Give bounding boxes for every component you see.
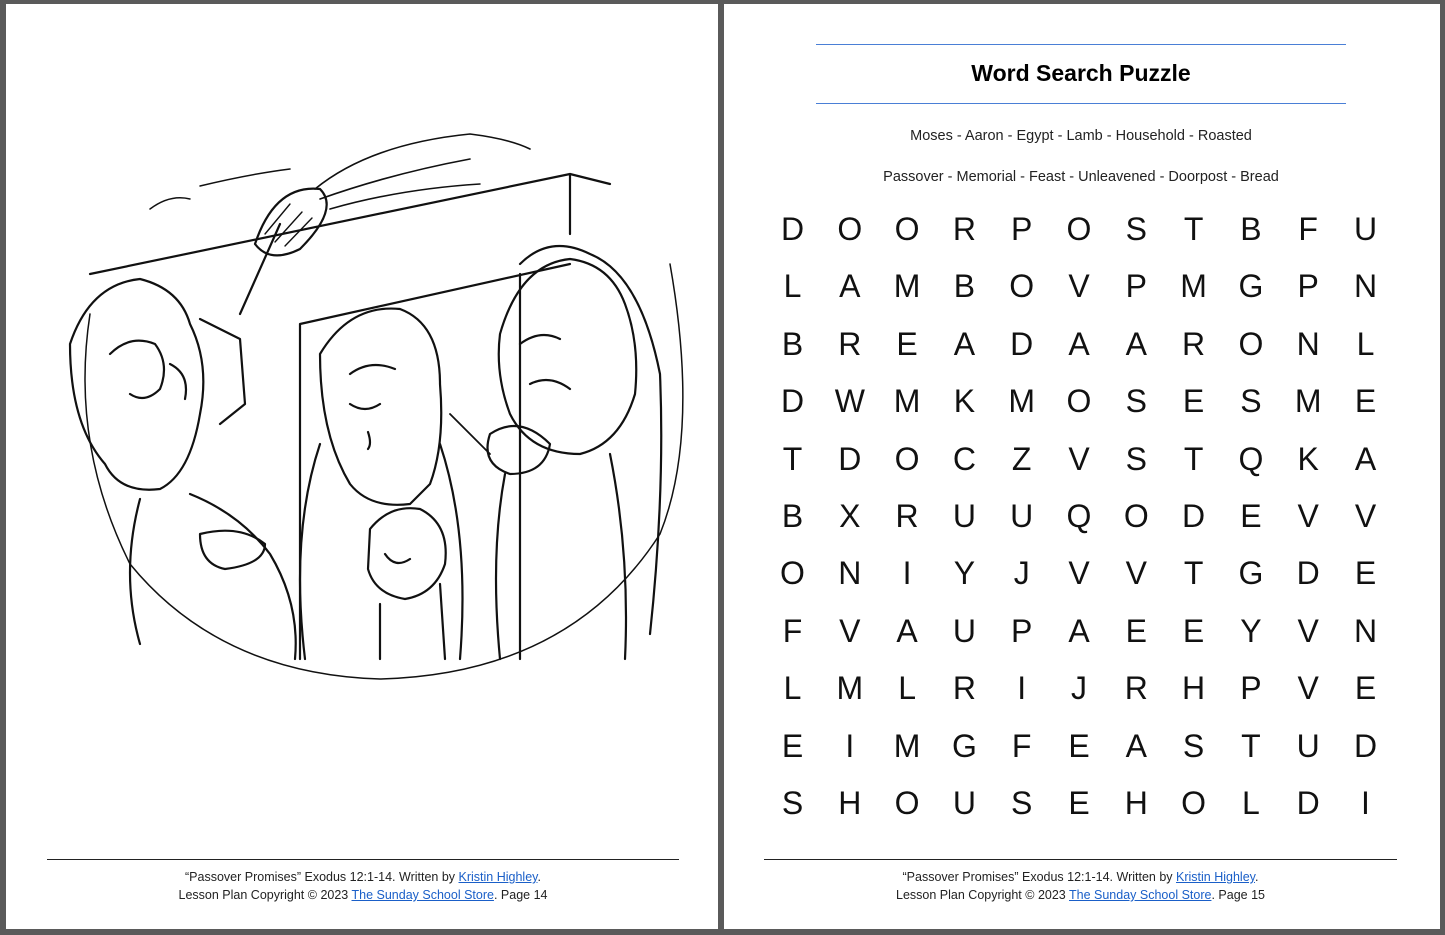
grid-letter: E: [1354, 555, 1377, 592]
grid-letter: E: [1125, 612, 1147, 649]
grid-letter: H: [1182, 670, 1206, 707]
grid-letter: V: [1068, 555, 1090, 592]
grid-letter: O: [894, 440, 920, 477]
grid-letter: S: [1125, 383, 1147, 420]
grid-letter: G: [1238, 268, 1264, 305]
grid-letter: H: [838, 785, 862, 821]
grid-letter: O: [894, 211, 920, 247]
grid-letter: P: [1240, 670, 1262, 707]
footer-page-number: . Page 14: [493, 888, 548, 902]
grid-letter: M: [1008, 383, 1036, 420]
grid-letter: V: [1068, 268, 1090, 305]
grid-letter: R: [952, 211, 976, 247]
grid-letter: I: [1361, 785, 1370, 821]
grid-letter: A: [1125, 727, 1147, 764]
grid-letter: V: [1297, 670, 1319, 707]
grid-letter: D: [1353, 727, 1378, 764]
grid-letter: G: [951, 727, 977, 764]
grid-letter: B: [781, 498, 804, 534]
grid-letter: J: [1013, 555, 1030, 592]
grid-row: [764, 553, 1445, 593]
grid-letter: E: [1068, 727, 1090, 764]
grid-letter: M: [893, 268, 921, 305]
grid-letter: S: [1011, 785, 1033, 821]
grid-letter: R: [952, 670, 976, 707]
footer-page-number: . Page 15: [1211, 888, 1265, 902]
grid-letter: P: [1011, 211, 1033, 247]
grid-letter: U: [1296, 727, 1320, 764]
grid-letter: D: [780, 211, 805, 247]
grid-letter: V: [839, 612, 861, 649]
footer-punct: .: [1254, 870, 1259, 884]
grid-letter: M: [893, 383, 921, 420]
grid-letter: D: [1296, 555, 1320, 592]
grid-row: [764, 668, 1445, 708]
grid-letter: T: [1241, 727, 1261, 764]
grid-row: [764, 266, 1445, 306]
grid-row: [764, 496, 1445, 536]
grid-letter: E: [1182, 383, 1205, 420]
grid-letter: S: [1125, 211, 1147, 247]
footer-divider: [764, 859, 1397, 860]
grid-letter: D: [1010, 325, 1034, 362]
grid-letter: E: [1354, 670, 1377, 707]
footer-divider: [47, 859, 679, 860]
grid-letter: E: [781, 727, 804, 764]
grid-letter: O: [837, 211, 863, 247]
grid-letter: Z: [1011, 440, 1032, 477]
grid-letter: V: [1354, 498, 1377, 534]
store-link[interactable]: The Sunday School Store: [351, 888, 494, 902]
grid-letter: L: [783, 670, 802, 707]
grid-row: [764, 324, 1445, 364]
grid-letter: O: [1066, 211, 1092, 247]
footer-punct: .: [537, 870, 541, 884]
grid-letter: U: [1353, 211, 1378, 247]
store-link[interactable]: The Sunday School Store: [1069, 888, 1212, 902]
grid-letter: Q: [1238, 440, 1264, 477]
word-list-line-1: Moses - Aaron - Egypt - Lamb - Household - Roasted: [910, 128, 1252, 144]
grid-letter: E: [1068, 785, 1090, 821]
grid-letter: P: [1125, 268, 1147, 305]
footer-line-2: [764, 886, 1397, 904]
grid-letter: V: [1068, 440, 1090, 477]
grid-letter: R: [1182, 325, 1206, 362]
grid-letter: I: [845, 727, 855, 764]
grid-letter: O: [1181, 785, 1207, 821]
grid-letter: A: [953, 325, 976, 362]
footer-line-2: [47, 886, 679, 904]
grid-letter: T: [1183, 555, 1204, 592]
grid-letter: O: [780, 555, 805, 592]
footer-line-1: [764, 868, 1397, 886]
word-list-line-2: Passover - Memorial - Feast - Unleavened - Doorpost - Bread: [883, 169, 1279, 185]
grid-letter: T: [1183, 440, 1204, 477]
grid-letter: Y: [1240, 612, 1262, 649]
grid-letter: P: [1011, 612, 1033, 649]
grid-letter: K: [1297, 440, 1319, 477]
grid-row: [764, 783, 1445, 823]
grid-letter: I: [1017, 670, 1027, 707]
grid-letter: N: [1353, 268, 1378, 305]
title-top-rule: [816, 44, 1346, 45]
grid-row: [764, 726, 1445, 766]
grid-letter: S: [781, 785, 804, 821]
grid-letter: R: [838, 325, 862, 362]
grid-letter: R: [895, 498, 919, 534]
grid-letter: S: [1240, 383, 1262, 420]
grid-letter: O: [1066, 383, 1092, 420]
grid-letter: S: [1182, 727, 1205, 764]
grid-letter: I: [902, 555, 912, 592]
grid-letter: O: [1009, 268, 1035, 305]
grid-letter: A: [1068, 325, 1090, 362]
grid-letter: U: [952, 785, 976, 821]
grid-letter: V: [1125, 555, 1147, 592]
grid-letter: A: [1125, 325, 1147, 362]
grid-letter: M: [836, 670, 864, 707]
grid-row: [764, 209, 1445, 249]
grid-letter: G: [1238, 555, 1264, 592]
grid-letter: M: [1294, 383, 1322, 420]
grid-letter: M: [1180, 268, 1207, 305]
grid-letter: E: [1240, 498, 1262, 534]
grid-letter: R: [1124, 670, 1148, 707]
grid-letter: B: [1240, 211, 1262, 247]
grid-letter: N: [1353, 612, 1378, 649]
footer-line-1: [47, 868, 679, 886]
grid-letter: L: [1356, 325, 1375, 362]
grid-letter: D: [1296, 785, 1320, 821]
grid-letter: M: [893, 727, 921, 764]
left-page: [6, 4, 718, 929]
right-page: [724, 4, 1440, 929]
grid-letter: W: [834, 383, 865, 420]
grid-letter: B: [781, 325, 804, 362]
grid-letter: T: [1183, 211, 1204, 247]
grid-letter: E: [896, 325, 918, 362]
grid-letter: O: [1238, 325, 1264, 362]
grid-letter: X: [839, 498, 861, 534]
grid-letter: D: [838, 440, 862, 477]
grid-letter: B: [953, 268, 976, 305]
grid-letter: U: [1010, 498, 1034, 534]
grid-row: [764, 439, 1445, 479]
grid-letter: A: [1354, 440, 1377, 477]
title-bottom-rule: [816, 103, 1346, 104]
grid-letter: Y: [953, 555, 976, 592]
grid-letter: F: [782, 612, 803, 649]
grid-letter: V: [1297, 612, 1319, 649]
grid-letter: O: [894, 785, 920, 821]
page-footer: [764, 868, 1397, 904]
footer-citation-text: “Passover Promises” Exodus 12:1-14. Written by: [902, 870, 1177, 884]
grid-letter: C: [952, 440, 976, 477]
grid-letter: S: [1125, 440, 1147, 477]
page-title: Word Search Puzzle: [971, 60, 1191, 86]
grid-letter: D: [1182, 498, 1206, 534]
grid-letter: P: [1297, 268, 1319, 305]
footer-copyright-text: Lesson Plan Copyright © 2023: [896, 888, 1069, 902]
grid-letter: O: [1123, 498, 1149, 534]
grid-letter: E: [1354, 383, 1377, 420]
grid-letter: A: [1068, 612, 1090, 649]
grid-letter: E: [1182, 612, 1205, 649]
grid-letter: K: [953, 383, 976, 420]
grid-letter: V: [1297, 498, 1319, 534]
passover-coloring-illustration: [50, 114, 690, 684]
grid-letter: Q: [1066, 498, 1092, 534]
grid-letter: A: [896, 612, 918, 649]
grid-letter: L: [1241, 785, 1260, 821]
grid-letter: F: [1298, 211, 1318, 247]
grid-letter: T: [782, 440, 803, 477]
grid-letter: L: [898, 670, 916, 707]
author-link[interactable]: Kristin Highley: [1176, 870, 1255, 884]
page-footer: [47, 868, 679, 904]
grid-letter: D: [780, 383, 805, 420]
grid-row: [764, 381, 1445, 421]
grid-letter: N: [1296, 325, 1320, 362]
grid-letter: U: [952, 612, 976, 649]
grid-letter: N: [838, 555, 862, 592]
footer-copyright-text: Lesson Plan Copyright © 2023: [178, 888, 352, 902]
grid-letter: H: [1124, 785, 1148, 821]
footer-citation-text: “Passover Promises” Exodus 12:1-14. Written by: [185, 870, 459, 884]
author-link[interactable]: Kristin Highley: [458, 870, 538, 884]
grid-letter: J: [1071, 670, 1087, 707]
grid-row: [764, 611, 1445, 651]
grid-letter: U: [952, 498, 976, 534]
grid-letter: A: [839, 268, 861, 305]
grid-letter: F: [1011, 727, 1032, 764]
grid-letter: L: [783, 268, 802, 305]
